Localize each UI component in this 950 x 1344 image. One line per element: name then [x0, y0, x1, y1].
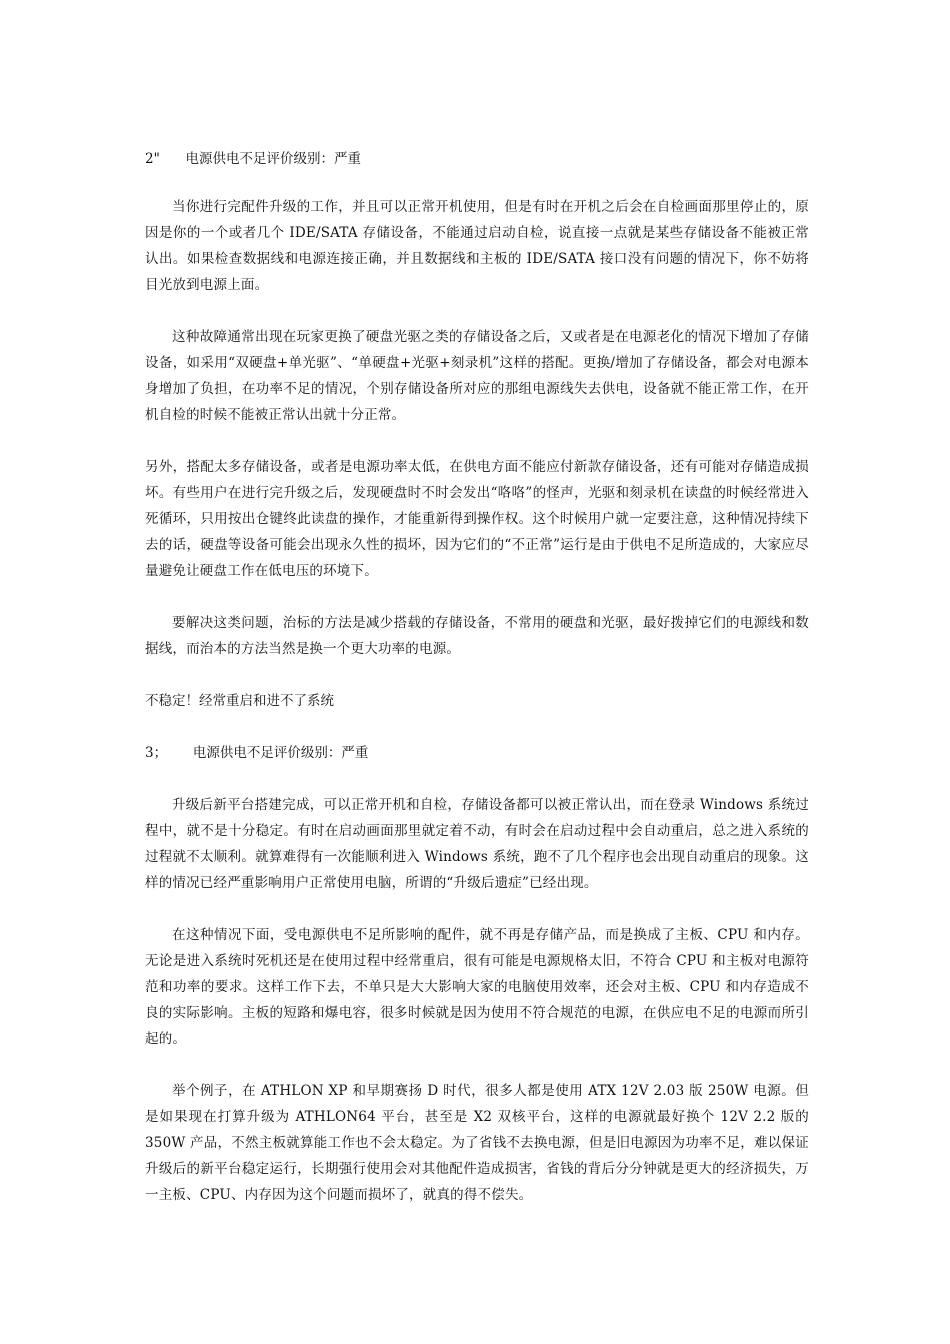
section-3-paragraph-2: 在这种情况下面，受电源供电不足所影响的配件，就不再是存储产品，而是换成了主板、CPU 和内存。无论是进入系统时死机还是在使用过程中经常重启，很有可能是电源规格太旧，不符合 CPU 和主板对电源符范和功率的要求。这样工作下去，不单只是大大影响大家的电脑使用效率，还会对主板、CPU 和内存造成不良的实际影响。主板的短路和爆电容，很多时候就是因为使用不符合规范的电源，在供应电不足的电源而所引起的。: [145, 927, 809, 1047]
spacer: [145, 766, 809, 792]
section-2-paragraph-2: 这种故障通常出现在玩家更换了硬盘光驱之类的存储设备之后，又或者是在电源老化的情况下增加了存储设备，如采用“双硬盘+单光驱”、“单硬盘+光驱+刻录机”这样的搭配。更换/增加了存储设备，都会对电源本身增加了负担，在功率不足的情况，个别存储设备所对应的那组电源线失去供电，设备就不能正常工作，在开机自检的时候不能被正常认出就十分正常。: [145, 329, 809, 423]
spacer: [145, 662, 809, 688]
section-2-heading: 2" 电源供电不足评价级别：严重: [145, 151, 362, 167]
spacer: [145, 298, 809, 324]
section-3-paragraph-3: 举个例子，在 ATHLON XP 和早期赛扬 D 时代，很多人都是使用 ATX 12V 2.03 版 250W 电源。但是如果现在打算升级为 ATHLON64 平台，甚至是 X2 双核平台，这样的电源就最好换个 12V 2.2 版的 350W 产品，不然主板就算能工作也不会太稳定。为了省钱不去换电源，但是旧电源因为功率不足，难以保证升级后的新平台稳定运行，长期强行使用会对其他配件造成损害，省钱的背后分分钟就是更大的经济损失，万一主板、CPU、内存因为这个问题而损坏了，就真的得不偿失。: [145, 1083, 809, 1203]
spacer: [145, 428, 809, 454]
section-3-heading: 3； 电源供电不足评价级别：严重: [145, 745, 369, 761]
spacer: [145, 584, 809, 610]
spacer: [145, 172, 809, 194]
section-2-paragraph-3: 另外，搭配太多存储设备，或者是电源功率太低，在供电方面不能应付新款存储设备，还有可能对存储造成损坏。有些用户在进行完升级之后，发现硬盘时不时会发出“咯咯”的怪声，光驱和刻录机在读盘的时候经常进入死循环，只用按出仓键终此读盘的操作，才能重新得到操作权。这个时候用户就一定要注意，这种情况持续下去的话，硬盘等设备可能会出现永久性的损坏，因为它们的“不正常”运行是由于供电不足所造成的，大家应尽量避免让硬盘工作在低电压的环境下。: [145, 459, 809, 579]
document-body: [145, 146, 809, 1208]
section-3-paragraph-1: 升级后新平台搭建完成，可以正常开机和自检，存储设备都可以被正常认出，而在登录 Windows 系统过程中，就不是十分稳定。有时在启动画面那里就定着不动，有时会在启动过程中会自动重启，总之进入系统的过程就不太顺利。就算难得有一次能顺利进入 Windows 系统，跑不了几个程序也会出现自动重启的现象。这样的情况已经严重影响用户正常使用电脑，所谓的“升级后遗症”已经出现。: [145, 797, 809, 891]
section-2-paragraph-1: 当你进行完配件升级的工作，并且可以正常开机使用，但是有时在开机之后会在自检画面那里停止的，原因是你的一个或者几个 IDE/SATA 存储设备，不能通过启动自检，说直接一点就是某些存储设备不能被正常认出。如果检查数据线和电源连接正确，并且数据线和主板的 IDE/SATA 接口没有问题的情况下，你不妨将目光放到电源上面。: [145, 199, 809, 293]
spacer: [145, 714, 809, 740]
section-title-unstable: 不稳定！经常重启和进不了系统: [145, 693, 334, 709]
spacer: [145, 1052, 809, 1078]
spacer: [145, 896, 809, 922]
section-2-paragraph-4: 要解决这类问题，治标的方法是减少搭载的存储设备，不常用的硬盘和光驱，最好拨掉它们的电源线和数据线，而治本的方法当然是换一个更大功率的电源。: [145, 615, 809, 657]
